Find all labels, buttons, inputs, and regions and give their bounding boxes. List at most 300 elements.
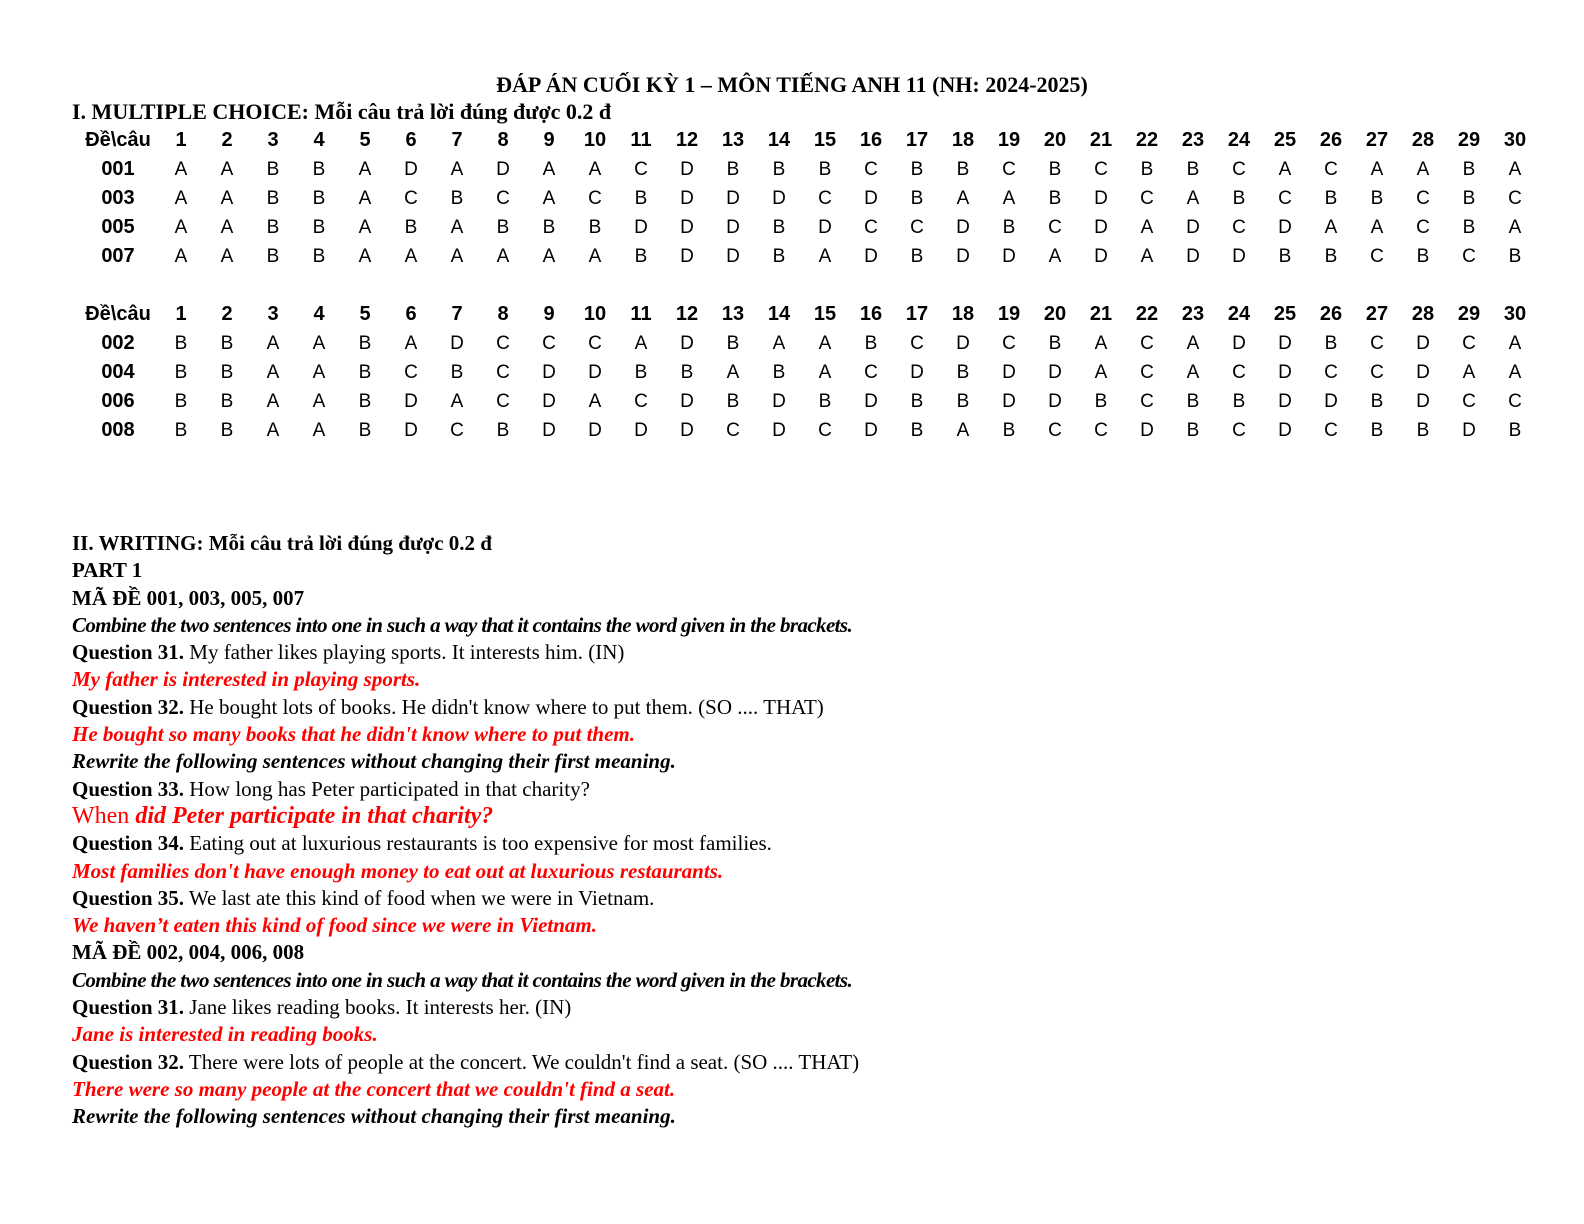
answer-cell: B bbox=[266, 216, 280, 238]
answer-cell: A bbox=[450, 216, 464, 238]
exam-code: 001 bbox=[101, 158, 135, 180]
header-question-number: 4 bbox=[313, 129, 325, 151]
answer-cell: B bbox=[1370, 419, 1384, 441]
answer-cell: C bbox=[818, 187, 832, 209]
answer-cell: C bbox=[1232, 419, 1246, 441]
answer-cell: C bbox=[404, 187, 418, 209]
header-question-number: 29 bbox=[1457, 303, 1481, 325]
answer-cell: B bbox=[220, 419, 234, 441]
answer-cell: D bbox=[1462, 419, 1476, 441]
header-question-number: 2 bbox=[221, 129, 233, 151]
answer-cell: A bbox=[266, 419, 280, 441]
header-question-number: 11 bbox=[630, 129, 652, 151]
answer-cell: B bbox=[312, 158, 326, 180]
answer-cell: A bbox=[818, 361, 832, 383]
answer-cell: A bbox=[312, 419, 326, 441]
answer-cell: D bbox=[496, 158, 510, 180]
answer-cell: C bbox=[1508, 187, 1522, 209]
answer-cell: D bbox=[772, 390, 786, 412]
answer-cell: C bbox=[1002, 158, 1016, 180]
header-question-number: 2 bbox=[221, 303, 233, 325]
page-title: ĐÁP ÁN CUỐI KỲ 1 – MÔN TIẾNG ANH 11 (NH: 2024-2025) bbox=[496, 72, 1088, 97]
answer-cell: C bbox=[1140, 361, 1154, 383]
answer-cell: C bbox=[496, 390, 510, 412]
header-exam-question: Đề\câu bbox=[85, 129, 151, 151]
answer-cell: D bbox=[1048, 390, 1062, 412]
answer-cell: B bbox=[680, 361, 694, 383]
answer-cell: C bbox=[542, 332, 556, 354]
answer-cell: C bbox=[1140, 390, 1154, 412]
answer-cell: C bbox=[910, 332, 924, 354]
answer-cell: C bbox=[588, 187, 602, 209]
answer-cell: D bbox=[542, 419, 556, 441]
answer-cell: C bbox=[864, 216, 878, 238]
answer-cell: A bbox=[404, 332, 418, 354]
answer-cell: A bbox=[450, 158, 464, 180]
answer-cell: B bbox=[726, 332, 740, 354]
question-label: Question 32. bbox=[72, 694, 185, 719]
instruction-combine: Combine the two sentences into one in such a way that it contains the word given in the brackets. bbox=[72, 612, 853, 637]
answer-cell: D bbox=[680, 187, 694, 209]
question-label: Question 31. bbox=[72, 640, 185, 665]
exam-code: 007 bbox=[101, 245, 135, 267]
table-header-row bbox=[78, 126, 1538, 155]
answer-cell: A bbox=[588, 158, 602, 180]
answer-lead: When bbox=[72, 802, 136, 829]
answer-cell: C bbox=[910, 216, 924, 238]
answer-cell: D bbox=[588, 419, 602, 441]
answer-cell: A bbox=[1048, 245, 1062, 267]
answer-cell: B bbox=[634, 245, 648, 267]
question-label: Question 31. bbox=[72, 995, 185, 1020]
answer-cell: D bbox=[404, 158, 418, 180]
answer-cell: A bbox=[542, 187, 556, 209]
answer-cell: A bbox=[312, 361, 326, 383]
header-question-number: 13 bbox=[721, 303, 745, 325]
answer-cell: B bbox=[864, 332, 878, 354]
answer-cell: A bbox=[496, 245, 510, 267]
answer-cell: B bbox=[1370, 187, 1384, 209]
answer-cell: A bbox=[450, 390, 464, 412]
answer-cell: D bbox=[1278, 332, 1292, 354]
answer-31: Jane is interested in reading books. bbox=[72, 1022, 378, 1047]
answer-cell: D bbox=[864, 390, 878, 412]
header-question-number: 21 bbox=[1089, 129, 1113, 151]
answer-cell: B bbox=[1186, 158, 1200, 180]
table-row bbox=[78, 416, 1538, 445]
answer-rest: did Peter participate in that charity? bbox=[135, 802, 494, 829]
answer-cell: A bbox=[220, 158, 234, 180]
answer-cell: C bbox=[1140, 332, 1154, 354]
answer-cell: A bbox=[358, 158, 372, 180]
answer-cell: A bbox=[1508, 361, 1522, 383]
header-question-number: 24 bbox=[1227, 303, 1251, 325]
answer-cell: A bbox=[956, 419, 970, 441]
answer-cell: D bbox=[1278, 361, 1292, 383]
answer-cell: A bbox=[266, 390, 280, 412]
answer-cell: B bbox=[450, 361, 464, 383]
answer-34: Most families don't have enough money to eat out at luxurious restaurants. bbox=[72, 858, 724, 883]
answer-table-even bbox=[78, 300, 1538, 445]
answer-cell: D bbox=[588, 361, 602, 383]
answer-cell: C bbox=[818, 419, 832, 441]
answer-35: We haven’t eaten this kind of food since we were in Vietnam. bbox=[72, 913, 597, 938]
header-question-number: 18 bbox=[951, 303, 975, 325]
question-text: Eating out at luxurious restaurants is too expensive for most families. bbox=[184, 831, 772, 856]
answer-cell: B bbox=[450, 187, 464, 209]
table-row bbox=[78, 213, 1538, 242]
question-32 bbox=[72, 1049, 1532, 1076]
answer-cell: D bbox=[864, 419, 878, 441]
answer-cell: D bbox=[772, 419, 786, 441]
answer-cell: C bbox=[496, 332, 510, 354]
answer-cell: B bbox=[818, 158, 832, 180]
answer-cell: D bbox=[1232, 245, 1246, 267]
question-label: Question 33. bbox=[72, 776, 185, 801]
answer-cell: B bbox=[910, 390, 924, 412]
answer-cell: B bbox=[496, 216, 510, 238]
table-header-row bbox=[78, 300, 1538, 329]
header-question-number: 27 bbox=[1365, 303, 1389, 325]
answer-cell: D bbox=[680, 390, 694, 412]
answer-cell: D bbox=[818, 216, 832, 238]
answer-cell: C bbox=[1232, 158, 1246, 180]
answer-cell: B bbox=[910, 419, 924, 441]
answer-cell: B bbox=[358, 419, 372, 441]
question-34 bbox=[72, 830, 1532, 857]
header-question-number: 15 bbox=[813, 129, 837, 151]
answer-cell: B bbox=[174, 332, 188, 354]
header-question-number: 16 bbox=[859, 303, 883, 325]
header-question-number: 12 bbox=[675, 303, 699, 325]
answer-cell: C bbox=[1094, 419, 1108, 441]
answer-cell: A bbox=[174, 187, 188, 209]
answer-cell: B bbox=[1140, 158, 1154, 180]
answer-cell: A bbox=[1370, 216, 1384, 238]
header-question-number: 14 bbox=[767, 303, 791, 325]
question-text: We last ate this kind of food when we were in Vietnam. bbox=[184, 885, 655, 910]
header-question-number: 29 bbox=[1457, 129, 1481, 151]
answer-cell: B bbox=[1048, 332, 1062, 354]
question-31 bbox=[72, 639, 1532, 666]
answer-cell: A bbox=[1140, 245, 1154, 267]
table-row bbox=[78, 242, 1538, 271]
answer-cell: A bbox=[450, 245, 464, 267]
answer-cell: D bbox=[1324, 390, 1338, 412]
header-question-number: 28 bbox=[1411, 129, 1435, 151]
header-question-number: 19 bbox=[997, 303, 1021, 325]
answer-cell: B bbox=[910, 158, 924, 180]
header-question-number: 3 bbox=[267, 303, 279, 325]
header-question-number: 17 bbox=[905, 303, 929, 325]
header-question-number: 20 bbox=[1043, 129, 1067, 151]
answer-cell: C bbox=[1508, 390, 1522, 412]
answer-cell: B bbox=[266, 245, 280, 267]
answer-cell: A bbox=[1324, 216, 1338, 238]
header-question-number: 25 bbox=[1273, 303, 1297, 325]
answer-cell: C bbox=[1462, 390, 1476, 412]
answer-cell: A bbox=[542, 158, 556, 180]
answer-cell: B bbox=[1232, 390, 1246, 412]
exam-code: 008 bbox=[101, 419, 135, 441]
answer-33 bbox=[72, 803, 1532, 830]
answer-cell: B bbox=[220, 332, 234, 354]
answer-cell: D bbox=[1094, 245, 1108, 267]
answer-cell: C bbox=[1232, 216, 1246, 238]
header-question-number: 1 bbox=[175, 303, 187, 325]
answer-cell: D bbox=[1416, 332, 1430, 354]
answer-cell: A bbox=[1002, 187, 1016, 209]
answer-cell: A bbox=[174, 158, 188, 180]
answer-cell: C bbox=[864, 158, 878, 180]
answer-cell: B bbox=[1186, 390, 1200, 412]
answer-cell: B bbox=[1416, 245, 1430, 267]
question-33 bbox=[72, 776, 1532, 803]
question-text: Jane likes reading books. It interests her. (IN) bbox=[184, 995, 572, 1020]
answer-cell: B bbox=[772, 216, 786, 238]
answer-cell: A bbox=[726, 361, 740, 383]
answer-cell: B bbox=[220, 390, 234, 412]
answer-cell: C bbox=[1462, 245, 1476, 267]
question-31 bbox=[72, 994, 1532, 1021]
answer-cell: A bbox=[358, 187, 372, 209]
header-question-number: 8 bbox=[497, 303, 509, 325]
writing-section bbox=[72, 530, 1532, 1131]
multiple-choice-heading: I. MULTIPLE CHOICE: Mỗi câu trả lời đúng được 0.2 đ bbox=[72, 99, 612, 124]
answer-cell: D bbox=[1186, 245, 1200, 267]
answer-cell: B bbox=[266, 187, 280, 209]
answer-cell: D bbox=[1278, 419, 1292, 441]
answer-cell: D bbox=[772, 187, 786, 209]
answer-cell: C bbox=[1324, 158, 1338, 180]
answer-cell: D bbox=[1048, 361, 1062, 383]
answer-cell: C bbox=[1324, 419, 1338, 441]
answer-cell: D bbox=[1002, 390, 1016, 412]
header-question-number: 3 bbox=[267, 129, 279, 151]
answer-cell: D bbox=[1002, 245, 1016, 267]
instruction-combine: Combine the two sentences into one in such a way that it contains the word given in the brackets. bbox=[72, 967, 853, 992]
answer-cell: A bbox=[1186, 332, 1200, 354]
table-row bbox=[78, 358, 1538, 387]
answer-cell: C bbox=[634, 390, 648, 412]
question-text: There were lots of people at the concert. We couldn't find a seat. (SO .... THAT) bbox=[184, 1049, 860, 1074]
answer-cell: C bbox=[1140, 187, 1154, 209]
header-question-number: 23 bbox=[1181, 129, 1205, 151]
header-question-number: 7 bbox=[451, 303, 463, 325]
answer-32: He bought so many books that he didn't know where to put them. bbox=[72, 722, 636, 747]
header-exam-question: Đề\câu bbox=[85, 303, 151, 325]
answer-cell: B bbox=[1002, 216, 1016, 238]
answer-cell: B bbox=[956, 361, 970, 383]
answer-cell: A bbox=[1140, 216, 1154, 238]
answer-cell: C bbox=[1002, 332, 1016, 354]
table-row bbox=[78, 155, 1538, 184]
answer-cell: C bbox=[1462, 332, 1476, 354]
answer-cell: B bbox=[910, 245, 924, 267]
answer-cell: B bbox=[818, 390, 832, 412]
question-label: Question 35. bbox=[72, 885, 185, 910]
answer-cell: C bbox=[1416, 187, 1430, 209]
answer-cell: D bbox=[634, 216, 648, 238]
answer-cell: C bbox=[1370, 332, 1384, 354]
answer-cell: B bbox=[772, 361, 786, 383]
instruction-rewrite: Rewrite the following sentences without changing their first meaning. bbox=[72, 1104, 676, 1129]
header-question-number: 15 bbox=[813, 303, 837, 325]
answer-cell: D bbox=[1278, 390, 1292, 412]
answer-cell: D bbox=[542, 361, 556, 383]
answer-cell: B bbox=[496, 419, 510, 441]
header-question-number: 23 bbox=[1181, 303, 1205, 325]
answer-cell: A bbox=[1094, 361, 1108, 383]
answer-cell: D bbox=[726, 216, 740, 238]
answer-cell: D bbox=[1278, 216, 1292, 238]
answer-cell: B bbox=[1370, 390, 1384, 412]
answer-cell: B bbox=[772, 158, 786, 180]
answer-cell: B bbox=[266, 158, 280, 180]
table-row bbox=[78, 329, 1538, 358]
answer-cell: C bbox=[1232, 361, 1246, 383]
answer-cell: C bbox=[1048, 419, 1062, 441]
answer-cell: C bbox=[1370, 361, 1384, 383]
header-question-number: 26 bbox=[1319, 129, 1343, 151]
answer-cell: D bbox=[1140, 419, 1154, 441]
answer-cell: B bbox=[1324, 332, 1338, 354]
answer-cell: A bbox=[588, 390, 602, 412]
answer-cell: A bbox=[542, 245, 556, 267]
question-text: How long has Peter participated in that charity? bbox=[184, 776, 590, 801]
header-question-number: 18 bbox=[951, 129, 975, 151]
exam-code: 005 bbox=[101, 216, 135, 238]
header-question-number: 28 bbox=[1411, 303, 1435, 325]
answer-cell: D bbox=[1416, 390, 1430, 412]
answer-cell: C bbox=[1370, 245, 1384, 267]
answer-cell: A bbox=[1186, 187, 1200, 209]
header-question-number: 30 bbox=[1503, 129, 1527, 151]
answer-cell: A bbox=[220, 187, 234, 209]
header-question-number: 27 bbox=[1365, 129, 1389, 151]
answer-cell: C bbox=[726, 419, 740, 441]
answer-cell: C bbox=[1094, 158, 1108, 180]
answer-cell: A bbox=[266, 332, 280, 354]
answer-cell: A bbox=[312, 332, 326, 354]
answer-cell: B bbox=[772, 245, 786, 267]
answer-cell: D bbox=[726, 187, 740, 209]
answer-cell: B bbox=[1002, 419, 1016, 441]
header-question-number: 24 bbox=[1227, 129, 1251, 151]
answer-cell: A bbox=[1278, 158, 1292, 180]
answer-cell: B bbox=[358, 361, 372, 383]
header-question-number: 10 bbox=[583, 303, 607, 325]
answer-cell: D bbox=[404, 390, 418, 412]
answer-cell: D bbox=[1232, 332, 1246, 354]
answer-cell: D bbox=[1002, 361, 1016, 383]
header-question-number: 8 bbox=[497, 129, 509, 151]
exam-code-group-2: MÃ ĐỀ 002, 004, 006, 008 bbox=[72, 940, 305, 965]
header-question-number: 5 bbox=[359, 303, 371, 325]
answer-32: There were so many people at the concert that we couldn't find a seat. bbox=[72, 1076, 676, 1101]
answer-cell: C bbox=[450, 419, 464, 441]
answer-cell: C bbox=[404, 361, 418, 383]
answer-cell: C bbox=[1278, 187, 1292, 209]
answer-cell: D bbox=[910, 361, 924, 383]
answer-cell: C bbox=[1416, 216, 1430, 238]
answer-cell: B bbox=[404, 216, 418, 238]
answer-cell: A bbox=[1508, 216, 1522, 238]
answer-cell: D bbox=[1416, 361, 1430, 383]
answer-cell: A bbox=[588, 245, 602, 267]
answer-cell: B bbox=[1462, 187, 1476, 209]
question-32 bbox=[72, 694, 1532, 721]
answer-cell: B bbox=[726, 158, 740, 180]
answer-cell: C bbox=[1324, 361, 1338, 383]
answer-cell: A bbox=[358, 245, 372, 267]
answer-cell: B bbox=[1324, 187, 1338, 209]
header-question-number: 10 bbox=[583, 129, 607, 151]
answer-cell: B bbox=[1232, 187, 1246, 209]
answer-cell: C bbox=[634, 158, 648, 180]
table-row bbox=[78, 387, 1538, 416]
answer-cell: B bbox=[312, 245, 326, 267]
answer-cell: B bbox=[358, 332, 372, 354]
answer-cell: B bbox=[1278, 245, 1292, 267]
answer-cell: B bbox=[1416, 419, 1430, 441]
question-label: Question 34. bbox=[72, 831, 185, 856]
exam-code: 006 bbox=[101, 390, 135, 412]
answer-cell: D bbox=[450, 332, 464, 354]
answer-cell: B bbox=[312, 187, 326, 209]
answer-cell: B bbox=[1094, 390, 1108, 412]
question-text: He bought lots of books. He didn't know where to put them. (SO .... THAT) bbox=[184, 694, 824, 719]
answer-cell: A bbox=[312, 390, 326, 412]
header-question-number: 9 bbox=[543, 303, 555, 325]
exam-code: 002 bbox=[101, 332, 135, 354]
answer-cell: C bbox=[1048, 216, 1062, 238]
answer-cell: D bbox=[956, 332, 970, 354]
instruction-rewrite: Rewrite the following sentences without changing their first meaning. bbox=[72, 749, 676, 774]
answer-cell: A bbox=[174, 216, 188, 238]
answer-cell: D bbox=[1094, 216, 1108, 238]
answer-cell: A bbox=[1186, 361, 1200, 383]
header-question-number: 19 bbox=[997, 129, 1021, 151]
header-question-number: 17 bbox=[905, 129, 929, 151]
answer-cell: B bbox=[1508, 419, 1522, 441]
answer-cell: D bbox=[726, 245, 740, 267]
answer-cell: B bbox=[1462, 216, 1476, 238]
header-question-number: 7 bbox=[451, 129, 463, 151]
answer-cell: B bbox=[1048, 187, 1062, 209]
answer-cell: B bbox=[312, 216, 326, 238]
answer-cell: A bbox=[956, 187, 970, 209]
answer-cell: D bbox=[404, 419, 418, 441]
answer-cell: A bbox=[220, 216, 234, 238]
answer-cell: A bbox=[174, 245, 188, 267]
answer-cell: B bbox=[1324, 245, 1338, 267]
answer-cell: C bbox=[496, 361, 510, 383]
header-question-number: 6 bbox=[405, 303, 417, 325]
header-question-number: 13 bbox=[721, 129, 745, 151]
answer-cell: D bbox=[680, 158, 694, 180]
header-question-number: 20 bbox=[1043, 303, 1067, 325]
answer-cell: B bbox=[726, 390, 740, 412]
header-question-number: 16 bbox=[859, 129, 883, 151]
answer-cell: D bbox=[1186, 216, 1200, 238]
header-question-number: 5 bbox=[359, 129, 371, 151]
table-row bbox=[78, 184, 1538, 213]
part-label: PART 1 bbox=[72, 558, 143, 583]
answer-cell: A bbox=[1508, 158, 1522, 180]
answer-cell: B bbox=[174, 390, 188, 412]
answer-cell: B bbox=[1462, 158, 1476, 180]
